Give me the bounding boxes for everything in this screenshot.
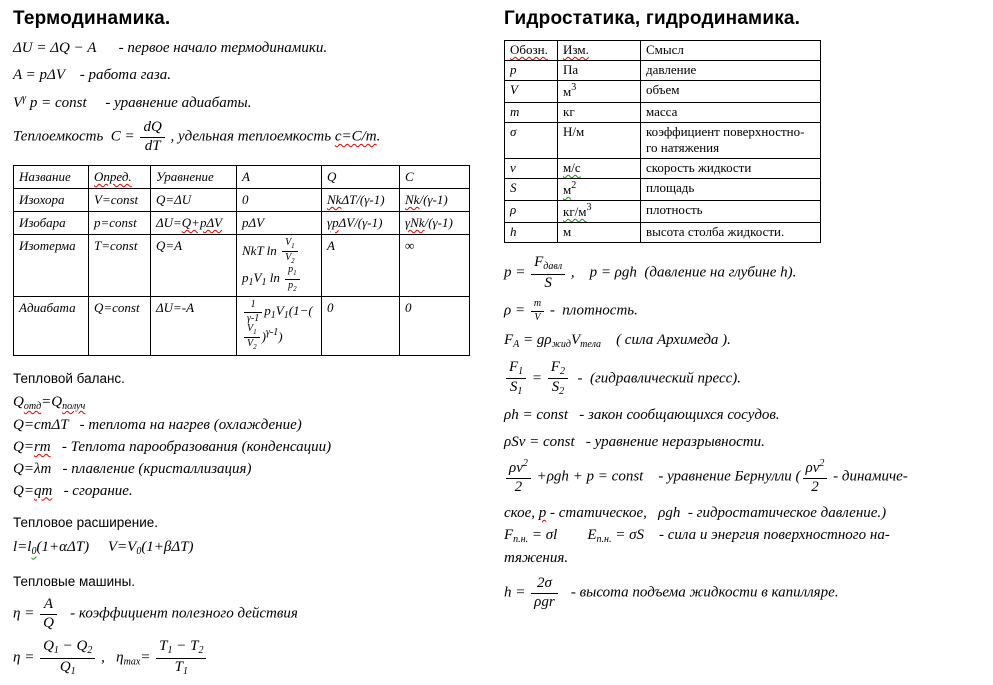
surface-tension-line: $F_{п.н.} = \sigma l$ $E_{п.н.} = \sigma S$ - сила и энергия поверхностного на- bbox=[504, 526, 890, 545]
table-cell: площадь bbox=[641, 179, 821, 201]
table-cell: A bbox=[322, 234, 400, 296]
table-cell: T=const bbox=[89, 234, 151, 296]
bernoulli-continuation-line: ское, p - статическое, ρgh - гидростатическое давление.) bbox=[504, 504, 887, 521]
heat-balance-label: Тепловой баланс. bbox=[13, 370, 125, 386]
table-cell: h bbox=[505, 223, 558, 243]
thermal-expansion-label: Тепловое расширение. bbox=[13, 515, 159, 531]
table-cell: p=const bbox=[89, 211, 151, 234]
table-cell: кг bbox=[558, 103, 641, 123]
hydraulic-press-line: $\frac{F_1}{S_1}$ = $\frac{F_2}{S_2}$ - (гидравлический пресс). bbox=[504, 360, 990, 398]
efficiency-line: η = $\frac{A}{Q}$ - коэффициент полезного действия bbox=[13, 595, 298, 631]
symbols-row-velocity bbox=[505, 159, 821, 179]
symbols-row-mass bbox=[505, 103, 821, 123]
table-cell: коэффициент поверхностно- го натяжения bbox=[641, 123, 821, 159]
table-cell: NkT ln $\frac{V_1}{V_2}$ $p_1V_1$ ln $\frac{p_1}{p_2}$ bbox=[237, 234, 322, 296]
table-cell: S bbox=[505, 179, 558, 201]
symbols-row-pressure bbox=[505, 61, 821, 81]
col-header-q: Q bbox=[322, 165, 400, 188]
communicating-vessels-line: ρh = const - закон сообщающихся сосудов. bbox=[504, 406, 780, 423]
continuity-line: ρSv = const - уравнение неразрывности. bbox=[504, 433, 765, 450]
hydrostatics-section bbox=[504, 6, 990, 618]
heat-engines-label: Тепловые машины. bbox=[13, 573, 136, 589]
table-cell: 0 bbox=[237, 188, 322, 211]
thermodynamics-title: Термодинамика. bbox=[13, 8, 171, 29]
table-cell: 0 bbox=[322, 297, 400, 356]
table-cell: объем bbox=[641, 81, 821, 103]
col-header-equation: Уравнение bbox=[151, 165, 237, 188]
symbols-row-density bbox=[505, 201, 821, 223]
symbols-row-surface-tension bbox=[505, 123, 821, 159]
table-cell: σ bbox=[505, 123, 558, 159]
symbols-row-area bbox=[505, 179, 821, 201]
table-cell: Nk/(γ-1) bbox=[400, 188, 470, 211]
heat-capacity-line: Теплоемкость C = $\frac{dQ}{dT}$ , удельная теплоемкость c=C/m. bbox=[13, 119, 381, 154]
table-row-isotherm bbox=[14, 234, 470, 296]
density-line: ρ = $\frac{m}{V}$ - плотность. bbox=[504, 298, 638, 323]
symbols-row-height bbox=[505, 223, 821, 243]
col-header-definition: Опред. bbox=[89, 165, 151, 188]
melting-heat-line: Q=λm - плавление (кристаллизация) bbox=[13, 460, 252, 477]
table-cell: $\frac{1}{\gamma-1}$ $p_1V_1(1-$( $\frac{V_1}{V_2}$ )$^{\gamma-1}$) bbox=[237, 297, 322, 356]
col-header-meaning: Смысл bbox=[641, 41, 821, 61]
table-cell: $кг/м^3$ bbox=[558, 201, 641, 223]
table-cell: ΔU=-A bbox=[151, 297, 237, 356]
adiabat-equation-line: $V^\gamma$ p = const - уравнение адиабаты. bbox=[13, 92, 252, 111]
table-cell: pΔV bbox=[237, 211, 322, 234]
col-header-unit: Изм. bbox=[558, 41, 641, 61]
combustion-heat-line: Q=qm - сгорание. bbox=[13, 482, 133, 499]
table-cell: NkΔT/(γ-1) bbox=[322, 188, 400, 211]
table-cell: γNk/(γ-1) bbox=[400, 211, 470, 234]
table-cell: ΔU=Q+pΔV bbox=[151, 211, 237, 234]
symbols-table bbox=[504, 40, 821, 243]
table-cell: m bbox=[505, 103, 558, 123]
table-cell: м bbox=[558, 223, 641, 243]
table-cell: Изобара bbox=[14, 211, 89, 234]
table-cell: V bbox=[505, 81, 558, 103]
col-header-symbol: Обозн. bbox=[505, 41, 558, 61]
table-cell: $м^2$ bbox=[558, 179, 641, 201]
table-header-row bbox=[14, 165, 470, 188]
hydrostatics-title: Гидростатика, гидродинамика. bbox=[504, 8, 801, 29]
col-header-c: C bbox=[400, 165, 470, 188]
table-cell: p bbox=[505, 61, 558, 81]
table-cell: γpΔV/(γ-1) bbox=[322, 211, 400, 234]
table-cell: v bbox=[505, 159, 558, 179]
table-cell: ∞ bbox=[400, 234, 470, 296]
table-cell: скорость жидкости bbox=[641, 159, 821, 179]
thermodynamics-section bbox=[13, 6, 493, 685]
table-cell: м/с bbox=[558, 159, 641, 179]
table-cell: Н/м bbox=[558, 123, 641, 159]
gas-work-line: A = pΔV - работа газа. bbox=[13, 66, 172, 83]
archimedes-line: $F_A = g\rho_{жид}V_{тела}$ ( сила Архимеда ). bbox=[504, 332, 731, 351]
pressure-line: p = $\frac{F_{давл}}{S}$ , p = ρgh (давление на глубине h). bbox=[504, 254, 797, 291]
first-law-line: ΔU = ΔQ − A - первое начало термодинамики. bbox=[13, 40, 328, 56]
table-cell: плотность bbox=[641, 201, 821, 223]
table-cell: Q=ΔU bbox=[151, 188, 237, 211]
table-cell: Изохора bbox=[14, 188, 89, 211]
table-cell: Па bbox=[558, 61, 641, 81]
table-cell: Изотерма bbox=[14, 234, 89, 296]
surface-tension-continuation-line: тяжения. bbox=[504, 550, 569, 566]
table-cell: 0 bbox=[400, 297, 470, 356]
vaporization-heat-line: Q=rm - Теплота парообразования (конденсации) bbox=[13, 439, 332, 456]
table-row-adiabat bbox=[14, 297, 470, 356]
heating-heat-line: Q=cmΔT - теплота на нагрев (охлаждение) bbox=[13, 417, 302, 434]
table-cell: давление bbox=[641, 61, 821, 81]
table-cell: Адиабата bbox=[14, 297, 89, 356]
table-cell: Q=A bbox=[151, 234, 237, 296]
table-cell: Q=const bbox=[89, 297, 151, 356]
col-header-name: Название bbox=[14, 165, 89, 188]
table-cell: $м^3$ bbox=[558, 81, 641, 103]
col-header-a: A bbox=[237, 165, 322, 188]
symbols-row-volume bbox=[505, 81, 821, 103]
heat-balance-equality-line: $Q_{отд}=Q_{получ}$ bbox=[13, 393, 86, 412]
table-cell: масса bbox=[641, 103, 821, 123]
capillary-line: h = $\frac{2\sigma}{\text{ρgr}}$ - высота подъема жидкости в капилляре. bbox=[504, 574, 839, 610]
carnot-efficiency-line: η = $\frac{Q_1 - Q_2}{Q_1}$ , $\eta_{max}=$ $\frac{T_1 - T_2}{T_1}$ bbox=[13, 639, 493, 677]
table-cell: ρ bbox=[505, 201, 558, 223]
thermal-expansion-line: $l=l_0(1+\alpha\Delta T)$ $V=V_0(1+\beta\Delta T)$ bbox=[13, 539, 194, 558]
bernoulli-line: $\frac{\rho v^2}{2}$ +ρgh + p = const - уравнение Бернулли ( $\frac{\rho v^2}{2}$ - динамиче- bbox=[504, 459, 990, 496]
thermo-processes-table bbox=[13, 165, 470, 356]
table-row-isobar bbox=[14, 211, 470, 234]
symbols-header-row bbox=[505, 41, 821, 61]
table-row-isochore bbox=[14, 188, 470, 211]
table-cell: высота столба жидкости. bbox=[641, 223, 821, 243]
table-cell: V=const bbox=[89, 188, 151, 211]
